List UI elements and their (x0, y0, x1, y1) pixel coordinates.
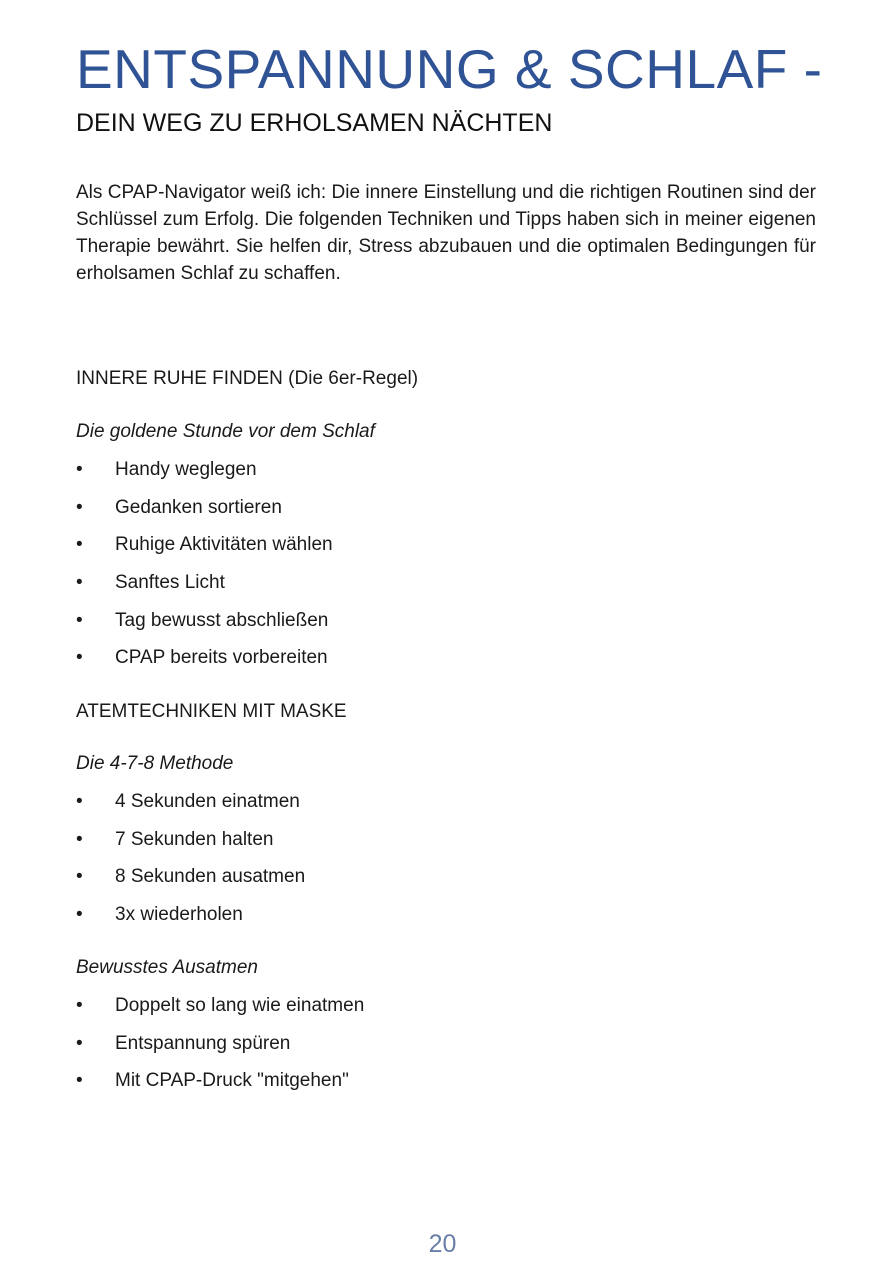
list-item-text: Doppelt so lang wie einatmen (115, 995, 365, 1016)
list-item-text: 3x wiederholen (115, 904, 243, 926)
bullet-icon: • (76, 459, 83, 480)
bullet-icon: • (76, 995, 83, 1016)
document-page (76, 0, 823, 1280)
bullet-icon: • (76, 572, 83, 594)
list-item-text: Mit CPAP-Druck "mitgehen" (115, 1070, 349, 1092)
list-item-text: Entspannung spüren (115, 1032, 291, 1054)
list-item-text: 7 Sekunden halten (115, 828, 274, 850)
list-item-text: Handy weglegen (115, 459, 257, 480)
bullet-icon: • (76, 828, 83, 850)
list-item-text: Ruhige Aktivitäten wählen (115, 534, 333, 556)
bullet-icon: • (76, 866, 83, 888)
list-item-text: CPAP bereits vorbereiten (115, 647, 328, 669)
page-number: 20 (428, 1230, 457, 1258)
subheading-golden-hour: Die goldene Stunde vor dem Schlaf (76, 421, 375, 442)
bullet-icon: • (76, 647, 83, 669)
page-subtitle: DEIN WEG ZU ERHOLSAMEN NÄCHTEN (76, 109, 553, 137)
bullet-icon: • (76, 609, 83, 631)
bullet-icon: • (76, 904, 83, 926)
bullet-icon: • (76, 1032, 83, 1054)
section-heading-inner-calm: INNERE RUHE FINDEN (Die 6er-Regel) (76, 368, 419, 389)
list-item-text: 4 Sekunden einatmen (115, 791, 300, 812)
intro-paragraph: Als CPAP-Navigator weiß ich: Die innere Einstellung und die richtigen Routinen sind der Schlüssel zum Erfolg. Die folgenden Techniken und Tipps haben sich in meiner eigenen Therapie bewährt. Sie helfen dir, Stress abzubauen und die optimalen Bedingungen für erholsamen Schlaf zu schaffen. (76, 182, 816, 284)
subheading-conscious-exhale: Bewusstes Ausatmen (76, 957, 258, 978)
bullet-icon: • (76, 496, 83, 518)
list-item-text: Sanftes Licht (115, 572, 225, 594)
subheading-478-method: Die 4-7-8 Methode (76, 753, 234, 774)
list-item-text: Tag bewusst abschließen (115, 609, 329, 631)
list-item-text: Gedanken sortieren (115, 496, 282, 518)
bullet-icon: • (76, 1070, 83, 1092)
list-item-text: 8 Sekunden ausatmen (115, 866, 306, 888)
bullet-icon: • (76, 534, 83, 556)
bullet-icon: • (76, 791, 83, 812)
section-heading-breathing: ATEMTECHNIKEN MIT MASKE (76, 701, 347, 722)
page-title: ENTSPANNUNG & SCHLAF - (76, 38, 823, 100)
